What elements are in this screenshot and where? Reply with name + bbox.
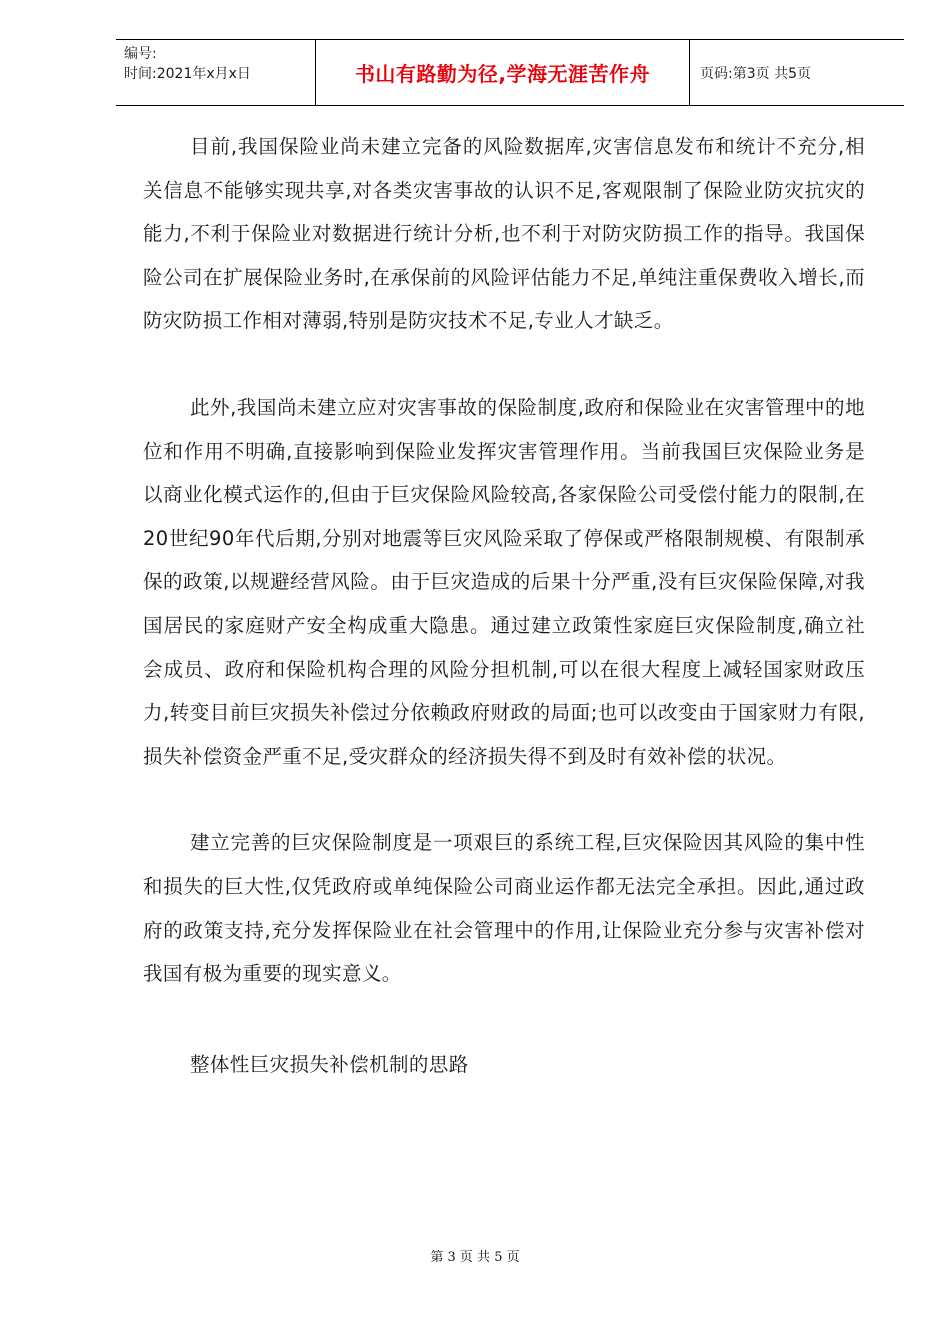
paragraph-2: 此外,我国尚未建立应对灾害事故的保险制度,政府和保险业在灾害管理中的地位和作用不明确,直接影响到保险业发挥灾害管理作用。当前我国巨灾保险业务是以商业化模式运作的,但由于巨灾保险风险较高,各家保险公司受偿付能力的限制,在20世纪90年代后期,分别对地震等巨灾风险采取了停保或严格限制规模、有限制承保的政策,以规避经营风险。由于巨灾造成的后果十分严重,没有巨灾保险保障,对我国居民的家庭财产安全构成重大隐患。通过建立政策性家庭巨灾保险制度,确立社会成员、政府和保险机构合理的风险分担机制,可以在很大程度上减轻国家财政压力,转变目前巨灾损失补偿过分依赖政府财政的局面;也可以改变由于国家财力有限,损失补偿资金严重不足,受灾群众的经济损失得不到及时有效补偿的状况。 [143, 395, 865, 768]
page-header [116, 39, 904, 106]
section-heading: 整体性巨灾损失补偿机制的思路 [190, 1052, 469, 1076]
document-body [143, 125, 865, 1086]
document-number-label: 编号: [124, 46, 157, 62]
paragraph-3: 建立完善的巨灾保险制度是一项艰巨的系统工程,巨灾保险因其风险的集中性和损失的巨大性,仅凭政府或单纯保险公司商业运作都无法完全承担。因此,通过政府的政策支持,充分发挥保险业在社会管理中的作用,让保险业充分参与灾害补偿对我国有极为重要的现实意义。 [143, 831, 865, 986]
paragraph-1: 目前,我国保险业尚未建立完备的风险数据库,灾害信息发布和统计不充分,相关信息不能够实现共享,对各类灾害事故的认识不足,客观限制了保险业防灾抗灾的能力,不利于保险业对数据进行统计分析,也不利于对防灾防损工作的指导。我国保险公司在扩展保险业务时,在承保前的风险评估能力不足,单纯注重保费收入增长,而防灾防损工作相对薄弱,特别是防灾技术不足,专业人才缺乏。 [143, 135, 865, 333]
header-page-code: 页码:第3页 共5页 [700, 65, 811, 82]
document-time: 时间:2021年x月x日 [124, 66, 251, 82]
header-motto: 书山有路勤为径,学海无涯苦作舟 [316, 40, 690, 105]
header-meta [116, 40, 316, 105]
page-footer: 第 3 页 共 5 页 [430, 1250, 520, 1265]
